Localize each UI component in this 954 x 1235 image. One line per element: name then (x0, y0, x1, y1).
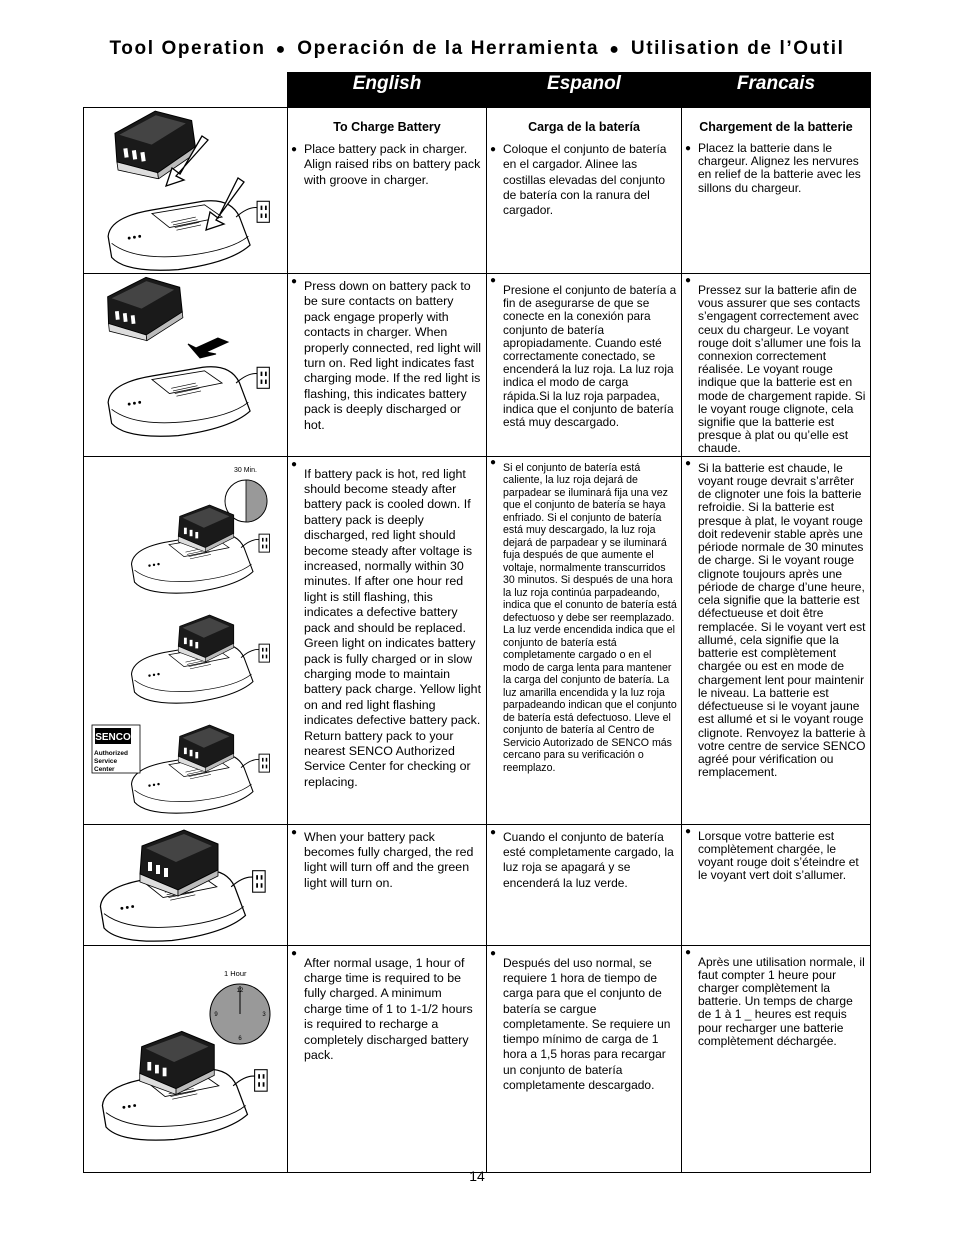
bullet-icon: ● (685, 143, 692, 154)
table-row (84, 945, 871, 1172)
instruction-text: Presione el conjunto de batería a fin de asegurarse de que se conecte en la conexión para conjunto de batería apropiadamente. Cuando esté correctamente conectado, se encenderá la luz roja. La luz roja indica el modo de carga rápida.Si la luz roja parpadea, indica que el conjunto de batería está muy descargado. (503, 283, 677, 430)
bullet-icon: ● (490, 144, 497, 155)
illustration-charging-states (84, 456, 288, 824)
bullet-icon: ● (490, 275, 497, 286)
illustration-press-battery (84, 274, 288, 457)
page-number: 14 (469, 1168, 485, 1184)
bullet-icon: ● (685, 275, 692, 286)
clock-number: 3 (262, 1011, 266, 1018)
cell-spanish (487, 274, 682, 457)
bullet-icon: ● (685, 457, 692, 469)
page-title (0, 38, 954, 60)
instruction-text: If battery pack is hot, red light should become steady after battery pack is cooled down. If battery pack is deeply discharged, red light should become steady after voltage is increased, normally within 30 minutes. If after one hour red light is still flashing, this indicates a defective battery pack and should be replaced. Green light on indicates battery pack is fully charged or in slow charging mode to maintain battery pack charge. Yellow light on and red light flashing indicates defective battery pack. Return battery pack to your nearest SENCO Authorized Service Center for checking or replacing. (304, 466, 482, 789)
clock-number: 6 (238, 1035, 242, 1042)
instruction-text: When your battery pack becomes fully charged, the red light will turn off and the green light will turn on. (304, 829, 474, 890)
cell-spanish (487, 945, 682, 1172)
cell-french (682, 456, 871, 824)
section-heading: Carga de la batería (528, 120, 640, 134)
instruction-text: Después del uso normal, se requiere 1 hora de tiempo de carga para que el conjunto de batería se cargue completamente. Se requiere un tiempo mínimo de carga de 1 hora a 1,5 horas para recargar un conjunto de batería completamente descargado. (503, 955, 671, 1093)
cell-spanish (487, 108, 682, 274)
bullet-icon: ● (490, 456, 497, 468)
cell-english (288, 274, 487, 457)
cell-french (682, 824, 871, 945)
bullet-icon: ● (291, 276, 298, 287)
instruction-text: Coloque el conjunto de batería en el cargador. Alinee las costillas elevadas del conjunto de batería con la ranura del cargador. (503, 142, 667, 218)
title-separator-1: ● (275, 41, 286, 58)
clock-number: 12 (236, 987, 244, 994)
logo-caption-line: Center (94, 765, 115, 773)
title-english: Tool Operation (109, 38, 266, 59)
header-blank-cell (84, 73, 288, 108)
bullet-icon: ● (291, 947, 298, 959)
cell-english (288, 945, 487, 1172)
cell-french (682, 108, 871, 274)
table-row (84, 274, 871, 457)
fully-charged-illustration (84, 825, 286, 945)
column-header-french: Francais (682, 73, 871, 108)
title-separator-2: ● (609, 41, 619, 58)
instruction-text: After normal usage, 1 hour of charge time is required to be fully charged. A minimum charge time of 1 to 1-1/2 hours is required to recharge a completely discharged battery pack. (304, 955, 473, 1063)
column-header-english: English (288, 73, 487, 108)
instructions-table (83, 72, 871, 1173)
bullet-icon: ● (291, 458, 298, 470)
instruction-text: Placez la batterie dans le chargeur. Alignez les nervures en relief de la batterie avec les sillons du chargeur. (698, 141, 861, 195)
bullet-icon: ● (685, 825, 692, 837)
column-header-spanish: Espanol (487, 73, 682, 108)
bullet-icon: ● (490, 826, 497, 838)
charging-states-illustration (84, 457, 286, 823)
bullet-icon: ● (291, 144, 298, 155)
arrow-icon (188, 338, 228, 358)
logo-caption-line: Service (94, 757, 118, 765)
cell-english (288, 456, 487, 824)
illustration-charge-time (84, 945, 288, 1172)
illustration-insert-battery (84, 108, 288, 274)
cell-french (682, 274, 871, 457)
charge-time-illustration (84, 946, 286, 1172)
cell-english (288, 824, 487, 945)
illustration-fully-charged (84, 824, 288, 945)
insert-battery-illustration (84, 108, 286, 273)
table-row (84, 824, 871, 945)
charger-drawing (108, 367, 269, 437)
cell-spanish (487, 456, 682, 824)
section-heading: Chargement de la batterie (699, 120, 853, 134)
instruction-text: Place battery pack in charger. Align raised ribs on battery pack with groove in charger. (304, 142, 481, 187)
instruction-text: Cuando el conjunto de batería esté completamente cargado, la luz roja se apagará y se encenderá la luz verde. (503, 829, 674, 890)
senco-logo-text: SENCO (95, 731, 131, 743)
logo-caption-line: Authorized (94, 749, 128, 757)
bullet-icon: ● (490, 947, 497, 959)
table-row (84, 456, 871, 824)
cell-spanish (487, 824, 682, 945)
charger-drawing (108, 201, 269, 271)
battery-drawing (111, 108, 199, 184)
cell-english (288, 108, 487, 274)
battery-drawing (104, 274, 185, 344)
clock-number: 9 (214, 1011, 218, 1018)
title-spanish: Operación de la Herramienta (297, 38, 600, 59)
table-row (84, 108, 871, 274)
timer-label: 1 Hour (224, 968, 247, 978)
section-heading: To Charge Battery (333, 120, 441, 134)
instruction-text: Pressez sur la batterie afin de vous assurer que ses contacts s’engagent correctement avec ceux du chargeur. Le voyant rouge doit s’allumer une fois la connexion correctement réalisée. Le voyant rouge indique que la batterie est en mode de chargement rapide. Si le voyant rouge clignote, cela signifie que la batterie est presque à plat ou qu’elle est chaude. (698, 283, 866, 456)
language-header-row (84, 73, 871, 108)
bullet-icon: ● (291, 826, 298, 838)
instruction-text: Après une utilisation normale, il faut compter 1 heure pour charger complètement la batterie. Un temps de charge de 1 à 1 _ heures est requis pour recharger une batterie complètement déchargée. (698, 954, 865, 1048)
press-battery-illustration (84, 274, 286, 442)
instruction-text: Si el conjunto de batería está caliente, la luz roja dejará de parpadear se iluminará fija una vez que el conjunto de batería se haya enfriado. Si el conjunto de batería está muy descargado, la luz roja dejará de parpadear y se iluminará fuja después de que aumente el voltaje, normalmente transcurridos 30 minutos. Si después de una hora la luz roja continúa parpadeando, indica que el conunto de batería está defectuoso y debe ser reemplazado. La luz verde encendida indica que el conjunto de batería está completamente cargado o en el modo de carga lenta para mantener la carga del conjunto de batería. La luz amarilla encendida y la luz roja parpadeando indican que el conjunto de batería está defectuoso. Lleve el conjunto de batería al Centro de Servicio Autorizado de SENCO más cercano para su verificación o reemplazo. (503, 461, 677, 774)
instruction-text: Lorsque votre batterie est complètement chargée, le voyant rouge doit s’éteindre et le voyant vert doit s’allumer. (698, 828, 859, 883)
instruction-text: Si la batterie est chaude, le voyant rouge devrait s’arrêter de clignoter une fois la batterie refroidie. Si la batterie est presque à plat, le voyant rouge doit redevenir stable après une période normale de 30 minutes de charge. Si le voyant rouge clignote toujours après une période de charge d’une heure, cela signifie que la batterie est défectueuse et doit être remplacée. Si le voyant vert est allumé, cela signifie que la batterie est complètement chargée ou est en mode de chargement lent pour maintenir le niveau. La batterie est défectueuse si le voyant jaune est allumé et si le voyant rouge clignote. Renvoyez la batterie à votre centre de service SENCO agréé pour vérification ou remplacement. (698, 460, 866, 780)
instruction-text: Press down on battery pack to be sure contacts on battery pack engage properly with contacts in charger. When properly connected, red light will turn on. Red light indicates fast charging mode. If the red light is flashing, this indicates battery pack is deeply discharged or hot. (304, 279, 482, 432)
cell-french (682, 945, 871, 1172)
bullet-icon: ● (685, 946, 692, 958)
title-french: Utilisation de l’Outil (630, 38, 845, 59)
timer-label: 30 Min. (234, 466, 257, 474)
